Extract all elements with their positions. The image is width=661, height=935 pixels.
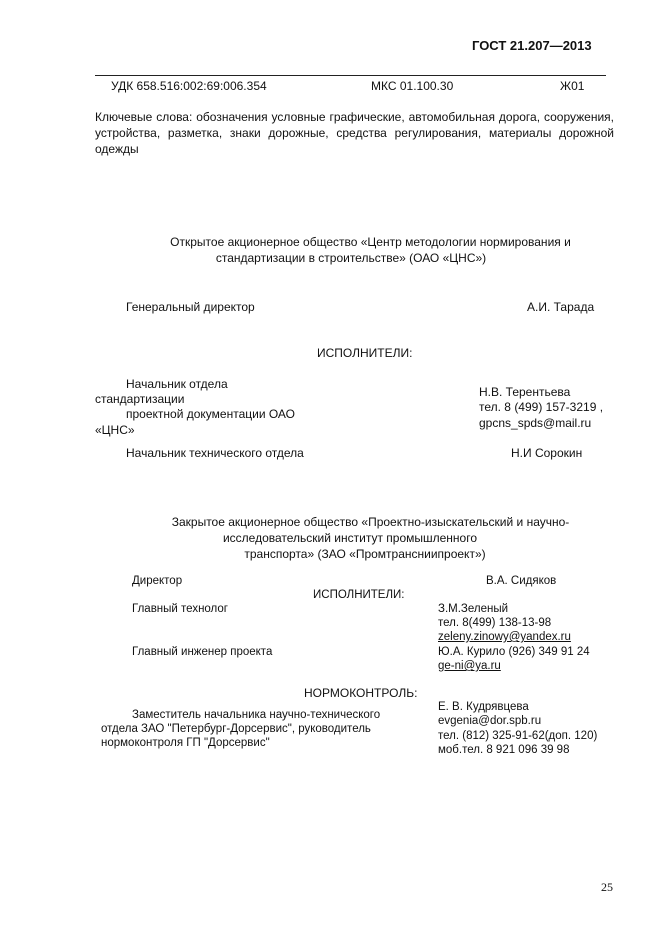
- header-rule: [95, 75, 606, 76]
- page-number: 25: [601, 880, 613, 894]
- org2-director-name: В.А. Сидяков: [486, 575, 557, 587]
- org1-exec1-name: Н.В. Терентьева: [479, 385, 571, 399]
- org2-executors-heading: ИСПОЛНИТЕЛИ:: [313, 589, 405, 601]
- org2-name-line1: Закрытое акционерное общество «Проектно-изыскательский и научно-: [171, 515, 570, 529]
- org2-exec1-email[interactable]: zeleny.zinowy@yandex.ru: [438, 631, 571, 643]
- udk-code: УДК 658.516:002:69:006.354: [111, 79, 267, 93]
- mks-code: МКС 01.100.30: [371, 79, 454, 93]
- normcontrol-title-line1: Заместитель начальника научно-технического: [132, 709, 381, 721]
- normcontrol-phone: тел. (812) 325-91-62(доп. 120): [438, 730, 598, 742]
- org1-exec2-title: Начальник технического отдела: [126, 446, 304, 460]
- keywords-paragraph: Ключевые слова: обозначения условные графические, автомобильная дорога, сооружения, устройства, разметка, знаки дорожные, средства регулирования, материалы дорожной одежды: [95, 110, 614, 156]
- org1-executors-heading: ИСПОЛНИТЕЛИ:: [317, 346, 413, 360]
- org2-exec2-title: Главный инженер проекта: [132, 646, 273, 658]
- normcontrol-title-line2: отдела ЗАО "Петербург-Дорсервис", руководитель: [101, 723, 371, 735]
- org1-exec1-title-line4: «ЦНС»: [95, 423, 135, 437]
- org2-director-title: Директор: [132, 575, 183, 587]
- org2-exec1-name: З.М.Зеленый: [438, 603, 509, 615]
- org2-name-line2: исследовательский институт промышленного: [222, 531, 478, 545]
- normcontrol-heading: НОРМОКОНТРОЛЬ:: [304, 686, 418, 700]
- normcontrol-mobile: моб.тел. 8 921 096 39 98: [438, 744, 570, 756]
- org1-name-line1: Открытое акционерное общество «Центр методологии нормирования и: [170, 235, 571, 249]
- org1-director-title: Генеральный директор: [126, 300, 255, 314]
- classification-code: Ж01: [560, 79, 585, 93]
- org2-exec2-name-phone: Ю.А. Курило (926) 349 91 24: [438, 646, 590, 658]
- org1-exec1-title-line1: Начальник отдела: [126, 377, 228, 391]
- org1-exec1-title-line3: проектной документации ОАО: [126, 407, 296, 421]
- standard-designation: ГОСТ 21.207—2013: [472, 38, 592, 53]
- org2-exec1-title: Главный технолог: [132, 603, 228, 615]
- normcontrol-title-line3: нормоконтроля ГП "Дорсервис": [101, 737, 270, 749]
- normcontrol-email: evgenia@dor.spb.ru: [438, 715, 542, 727]
- org1-name-line2: стандартизации в строительстве» (ОАО «ЦНС»): [215, 251, 487, 265]
- org2-exec2-email[interactable]: ge-ni@ya.ru: [438, 660, 501, 672]
- org2-name-line3: транспорта» (ЗАО «Промтрансниипроект»): [244, 547, 486, 561]
- org1-exec1-email: gpcns_spds@mail.ru: [479, 416, 592, 430]
- org2-exec1-phone: тел. 8(499) 138-13-98: [438, 617, 552, 629]
- org1-director-name: А.И. Тарада: [527, 300, 595, 314]
- normcontrol-name: Е. В. Кудрявцева: [438, 701, 529, 713]
- org1-exec1-title-line2: стандартизации: [95, 392, 185, 406]
- org1-exec2-name: Н.И Сорокин: [511, 446, 583, 460]
- org1-exec1-phone: тел. 8 (499) 157-3219 ,: [479, 400, 604, 414]
